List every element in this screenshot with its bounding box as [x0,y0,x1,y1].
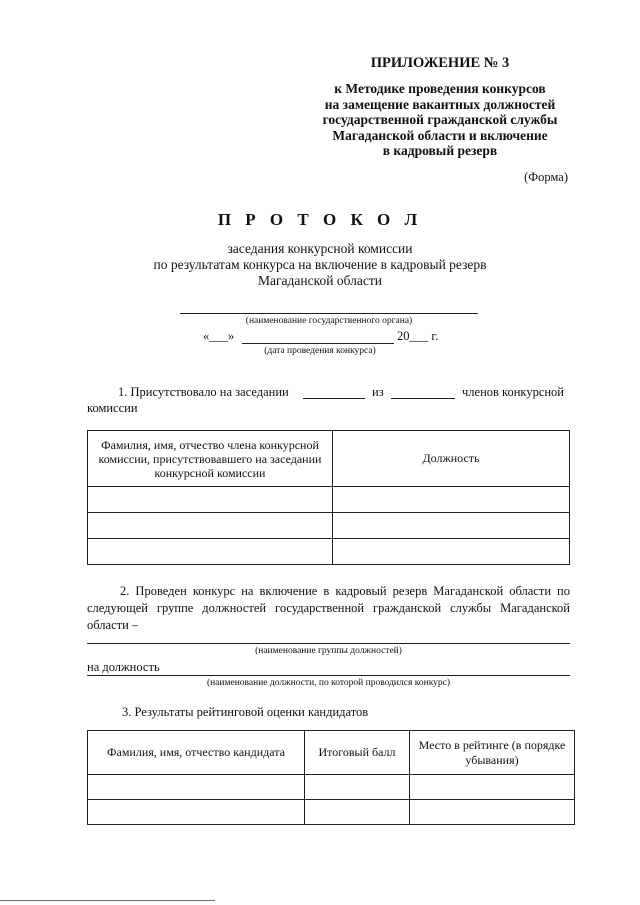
appendix-title: ПРИЛОЖЕНИЕ № 3 [370,55,510,71]
table-row [88,539,570,565]
date-day: «___» [203,329,235,343]
commission-members-table [87,430,570,565]
table-cell[interactable] [333,487,570,513]
form-label: (Форма) [524,170,568,184]
date-year: 20___ г. [397,329,439,343]
present-count-line[interactable] [303,398,365,399]
table-cell[interactable] [305,800,410,825]
position-group-line[interactable] [87,643,570,644]
position-label: на должность [87,660,160,674]
date-caption: (дата проведения конкурса) [264,346,376,356]
table-header-position: Должность [333,431,570,487]
appendix-line: на замещение вакантных должностей [324,96,556,112]
organ-caption: (наименование государственного органа) [245,316,413,326]
section1-text-b: из [372,385,384,399]
table-header-fio: Фамилия, имя, отчество члена конкурсной комиссии, присутствовавшего на заседании конкурсной комиссии [88,431,333,487]
table-row [88,800,575,825]
date-month-line[interactable] [242,343,394,344]
section3-text: 3. Результаты рейтинговой оценки кандидатов [122,705,369,719]
footer-divider [0,900,215,901]
position-line[interactable] [87,675,570,676]
appendix-line: в кадровый резерв [382,143,498,158]
section1-text-a: 1. Присутствовало на заседании [118,385,289,399]
candidates-rating-table [87,730,575,825]
table-row [88,487,570,513]
group-caption: (наименование группы должностей) [255,646,402,656]
section2-text: 2. Проведен конкурс на включение в кадровый резерв Магаданской области по следующей группе должностей государственной гражданской службы Магаданской области – [87,584,570,632]
appendix-line: к Методике проведения конкурсов [334,81,546,96]
protocol-subtitle-line: заседания конкурсной комиссии [227,241,413,256]
protocol-subtitle-line: Магаданской области [258,273,382,288]
table-cell[interactable] [88,800,305,825]
table-row [88,513,570,539]
table-cell[interactable] [333,513,570,539]
table-cell[interactable] [88,775,305,800]
table-cell[interactable] [88,513,333,539]
table-cell[interactable] [410,775,575,800]
organ-name-line[interactable] [180,313,478,314]
table-header-candidate: Фамилия, имя, отчество кандидата [88,731,305,775]
section1-text-c: членов конкурсной [462,385,564,399]
table-cell[interactable] [410,800,575,825]
table-header-score: Итоговый балл [305,731,410,775]
table-cell[interactable] [88,487,333,513]
table-cell[interactable] [333,539,570,565]
table-cell[interactable] [88,539,333,565]
protocol-title: П Р О Т О К О Л [217,210,423,229]
protocol-subtitle-line: по результатам конкурса на включение в кадровый резерв [153,257,487,272]
total-count-line[interactable] [391,398,455,399]
appendix-line: государственной гражданской службы [322,112,558,127]
appendix-block [300,55,580,159]
section1-text-d: комиссии [87,401,138,415]
table-cell[interactable] [305,775,410,800]
table-header-rank: Место в рейтинге (в порядке убывания) [410,731,575,775]
position-caption: (наименование должности, по которой проводился конкурс) [206,678,451,688]
table-row [88,775,575,800]
appendix-line: Магаданской области и включение [332,127,548,143]
